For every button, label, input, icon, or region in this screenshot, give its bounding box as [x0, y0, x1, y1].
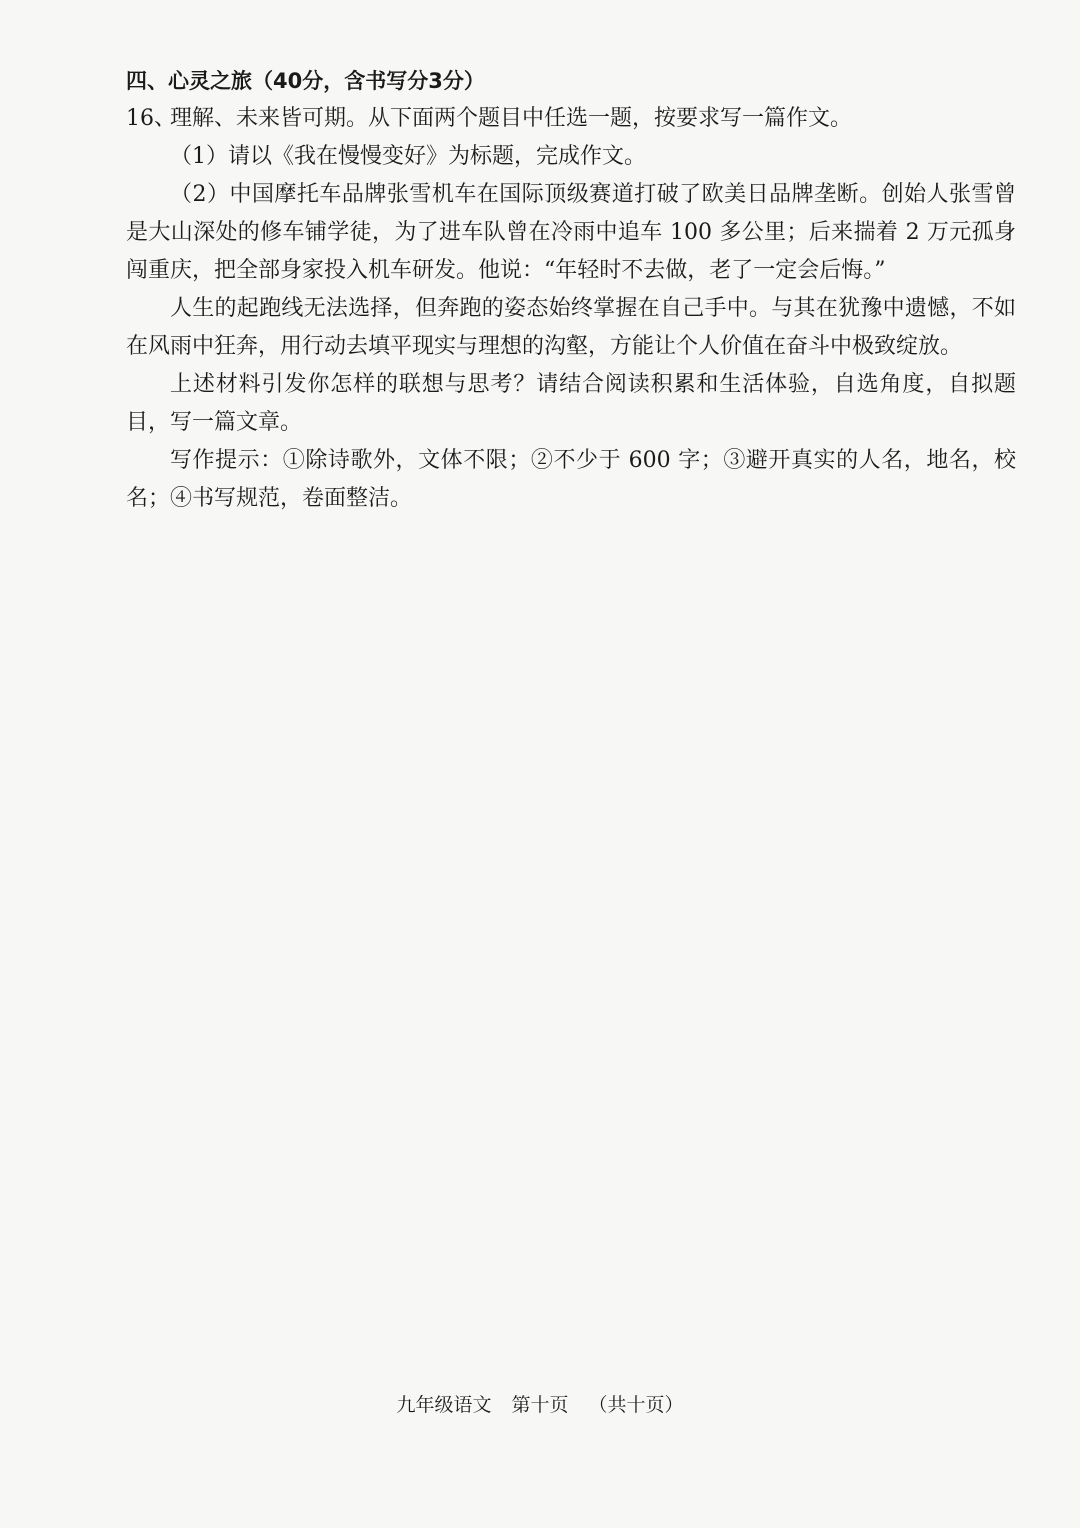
question-intro-text: 理解、未来皆可期。从下面两个题目中任选一题，按要求写一篇作文。 [170, 106, 853, 131]
footer-subject: 九年级语文 [396, 1394, 492, 1416]
page-footer [0, 1390, 1080, 1417]
section-heading: 四、心灵之旅（40分，含书写分3分） [126, 69, 485, 93]
option-2-paragraph-3: 上述材料引发你怎样的联想与思考？请结合阅读积累和生活体验，自选角度，自拟题目，写一篇文章。 [126, 372, 1016, 435]
question-intro [126, 100, 1016, 138]
question-number: 16、 [126, 106, 176, 131]
option-2-paragraph-1: （2）中国摩托车品牌张雪机车在国际顶级赛道打破了欧美日品牌垄断。创始人张雪曾是大山深处的修车铺学徒，为了进车队曾在冷雨中追车 100 多公里；后来揣着 2 万元孤身闯重庆，把全部身家投入机车研发。他说：“年轻时不去做，老了一定会后悔。” [126, 182, 1016, 283]
option-2-paragraph-2: 人生的起跑线无法选择，但奔跑的姿态始终掌握在自己手中。与其在犹豫中遗憾，不如在风雨中狂奔，用行动去填平现实与理想的沟壑，方能让个人价值在奋斗中极致绽放。 [126, 296, 1016, 359]
option-1: （1）请以《我在慢慢变好》为标题，完成作文。 [170, 144, 646, 169]
writing-tips: 写作提示：①除诗歌外，文体不限；②不少于 600 字；③避开真实的人名，地名，校名；④书写规范，卷面整洁。 [126, 448, 1016, 511]
footer-total-pages: （共十页） [588, 1394, 684, 1416]
exam-content [126, 62, 1016, 518]
footer-page-number: 第十页 [511, 1394, 569, 1416]
